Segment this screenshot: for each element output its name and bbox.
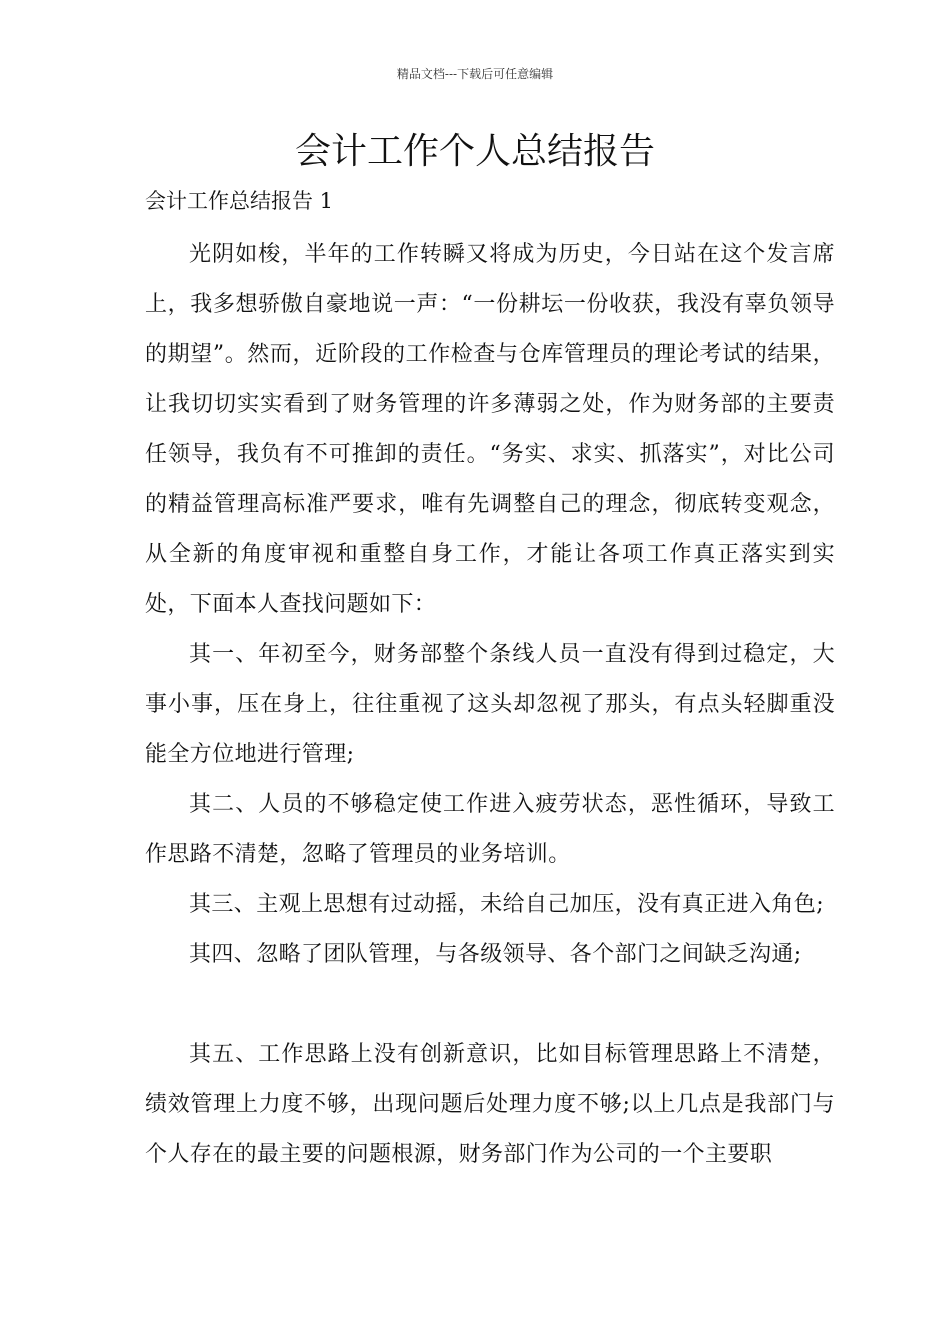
paragraph-issue-1: 其一、年初至今，财务部整个条线人员一直没有得到过稳定，大事小事，压在身上，往往重视了这头却忽视了那头，有点头轻脚重没能全方位地进行管理;: [145, 642, 835, 767]
document-body: [145, 230, 835, 1180]
paragraph-issue-3: 其三、主观上思想有过动摇，未给自己加压，没有真正进入角色;: [189, 892, 825, 917]
paragraph-intro: 光阴如梭，半年的工作转瞬又将成为历史，今日站在这个发言席上，我多想骄傲自豪地说一声：“一份耕坛一份收获，我没有辜负领导的期望”。然而，近阶段的工作检查与仓库管理员的理论考试的结果，让我切切实实看到了财务管理的许多薄弱之处，作为财务部的主要责任领导，我负有不可推卸的责任。“务实、求实、抓落实”，对比公司的精益管理高标准严要求，唯有先调整自己的理念，彻底转变观念，从全新的角度审视和重整自身工作，才能让各项工作真正落实到实处，下面本人查找问题如下：: [145, 242, 835, 617]
section-subtitle: 会计工作总结报告 1: [145, 189, 334, 213]
document-title: 会计工作个人总结报告: [294, 131, 655, 172]
page-header-note: 精品文档---下载后可任意编辑: [396, 67, 554, 81]
paragraph-issue-2: 其二、人员的不够稳定使工作进入疲劳状态，恶性循环，导致工作思路不清楚，忽略了管理员的业务培训。: [145, 792, 835, 867]
paragraph-issue-5: 其五、工作思路上没有创新意识，比如目标管理思路上不清楚，绩效管理上力度不够，出现问题后处理力度不够;以上几点是我部门与个人存在的最主要的问题根源，财务部门作为公司的一个主要职: [145, 1042, 835, 1167]
paragraph-issue-4: 其四、忽略了团队管理，与各级领导、各个部门之间缺乏沟通;: [189, 942, 802, 967]
